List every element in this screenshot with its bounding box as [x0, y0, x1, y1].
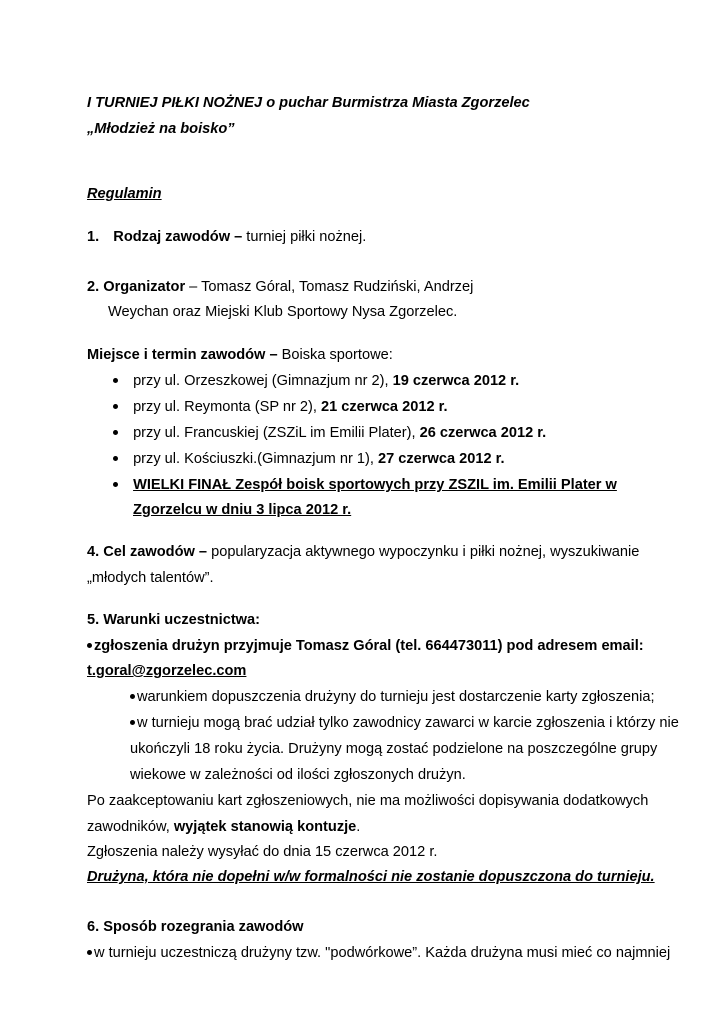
section-4-text1: popularyzacja aktywnego wypoczynku i piłki nożnej, wyszukiwanie	[207, 544, 640, 560]
section-4-line2: „młodych talentów”.	[87, 570, 214, 586]
bullet-icon	[130, 694, 135, 699]
section-4-label: 4. Cel zawodów –	[87, 544, 208, 560]
venue-text: przy ul. Kościuszki.(Gimnazjum nr 1),	[133, 451, 378, 467]
section-1-text: turniej piłki nożnej.	[242, 229, 367, 245]
section-1-label: Rodzaj zawodów –	[113, 229, 243, 245]
tournament-subtitle: „Młodzież na boisko”	[87, 121, 235, 137]
section-3-text: Boiska sportowe:	[277, 347, 393, 363]
tournament-title: I TURNIEJ PIŁKI NOŻNEJ o puchar Burmistrza Miasta Zgorzelec	[87, 95, 530, 111]
venue-date: 27 czerwca 2012 r.	[377, 451, 505, 467]
section-5-sub2-text: w turnieju mogą brać udział tylko zawodnicy zawarci w karcie zgłoszenia i którzy nie	[137, 715, 679, 731]
section-5-deadline: Zgłoszenia należy wysyłać do dnia 15 czerwca 2012 r.	[87, 844, 438, 860]
section-2-line2: Weychan oraz Miejski Klub Sportowy Nysa Zgorzelec.	[108, 304, 458, 320]
section-1-number: 1.	[87, 229, 100, 245]
venue-date: 26 czerwca 2012 r.	[419, 425, 547, 441]
section-5-sub2-line3: wiekowe w zależności od ilości zgłoszonych drużyn.	[130, 767, 466, 783]
venue-list-item	[113, 398, 448, 416]
venue-date: 19 czerwca 2012 r.	[392, 373, 520, 389]
final-line1: WIELKI FINAŁ Zespół boisk sportowych przy ZSZIL im. Emilii Plater w	[133, 477, 617, 493]
venue-text: przy ul. Francuskiej (ZSZiL im Emilii Plater),	[133, 425, 420, 441]
bullet-icon	[113, 404, 118, 409]
section-1	[87, 228, 366, 246]
bullet-icon	[130, 720, 135, 725]
section-3-heading	[87, 346, 393, 364]
section-5-heading: 5. Warunki uczestnictwa:	[87, 612, 261, 628]
bullet-icon	[87, 950, 92, 955]
p1-text-c: .	[356, 819, 361, 835]
final-list-item	[113, 476, 617, 494]
final-line2: Zgorzelcu w dniu 3 lipca 2012 r.	[133, 502, 352, 518]
section-5-warning: Drużyna, która nie dopełni w/w formalności nie zostanie dopuszczona do turnieju.	[87, 869, 655, 885]
venue-list-item	[113, 450, 505, 468]
p1-text-b: wyjątek stanowią kontuzje	[173, 819, 357, 835]
section-3-label: Miejsce i termin zawodów –	[87, 347, 278, 363]
regulamin-heading: Regulamin	[87, 186, 162, 202]
venue-list-item	[113, 424, 546, 442]
venue-date: 21 czerwca 2012 r.	[320, 399, 448, 415]
bullet-icon	[113, 482, 118, 487]
section-5-bullet1	[87, 637, 644, 655]
section-6-heading: 6. Sposób rozegrania zawodów	[87, 919, 304, 935]
venue-text: przy ul. Reymonta (SP nr 2),	[133, 399, 321, 415]
bullet-icon	[113, 430, 118, 435]
email-link[interactable]: t.goral@zgorzelec.com	[87, 663, 247, 679]
section-2-line1	[87, 278, 473, 296]
bullet-icon	[113, 456, 118, 461]
section-5-paragraph1-line1: Po zaakceptowaniu kart zgłoszeniowych, nie ma możliwości dopisywania dodatkowych	[87, 793, 649, 809]
section-5-sub1	[130, 688, 655, 706]
section-2-label: 2. Organizator	[87, 279, 186, 295]
section-6-bullet1-text: w turnieju uczestniczą drużyny tzw. "podwórkowe”. Każda drużyna musi mieć co najmniej	[94, 945, 671, 961]
venue-text: przy ul. Orzeszkowej (Gimnazjum nr 2),	[133, 373, 393, 389]
section-6-bullet1	[87, 944, 670, 962]
bullet-icon	[113, 378, 118, 383]
section-5-sub2-line1	[130, 714, 679, 732]
p1-text-a: zawodników,	[87, 819, 174, 835]
section-5-bullet1-text: zgłoszenia drużyn przyjmuje Tomasz Góral (tel. 664473011) pod adresem email:	[94, 638, 644, 654]
section-5-sub1-text: warunkiem dopuszczenia drużyny do turnieju jest dostarczenie karty zgłoszenia;	[137, 689, 655, 705]
section-4-line1	[87, 543, 639, 561]
section-2-text1: – Tomasz Góral, Tomasz Rudziński, Andrzej	[185, 279, 474, 295]
section-5-sub2-line2: ukończyli 18 roku życia. Drużyny mogą zostać podzielone na poszczególne grupy	[130, 741, 658, 757]
venue-list-item	[113, 372, 519, 390]
section-5-paragraph1-line2	[87, 818, 360, 836]
bullet-icon	[87, 643, 92, 648]
